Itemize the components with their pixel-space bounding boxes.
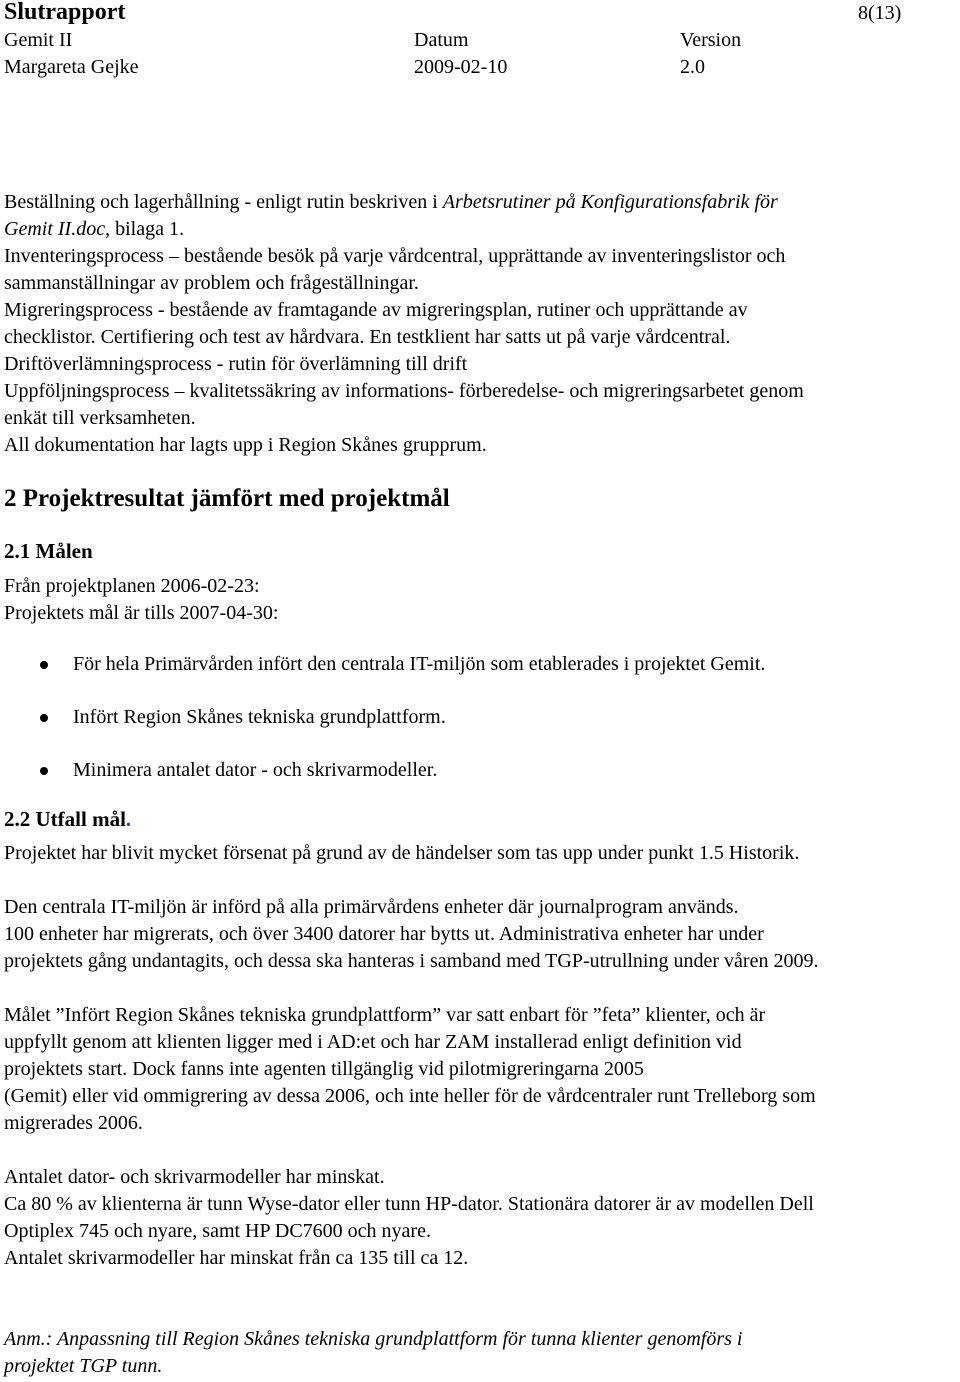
version-label: Version <box>680 29 742 51</box>
paragraph-line: Projektet har blivit mycket försenat på grund av de händelser som tas upp under punkt 1.5 Historik. <box>4 842 800 864</box>
process-line: sammanställningar av problem och frågeställningar. <box>4 272 419 294</box>
paragraph-line: (Gemit) eller vid ommigrering av dessa 2006, och inte heller för de vårdcentraler runt Trelleborg som <box>4 1085 816 1107</box>
date-label: Datum <box>414 29 469 51</box>
paragraph-line: migrerades 2006. <box>4 1112 143 1134</box>
process-line: checklistor. Certifiering och test av hårdvara. En testklient har satts ut på varje vårdcentral. <box>4 326 731 348</box>
paragraph-line: Målet ”Infört Region Skånes tekniska grundplattform” var satt enbart för ”feta” klienter, och är <box>4 1004 766 1026</box>
paragraph-line: Ca 80 % av klienterna är tunn Wyse-dator eller tunn HP-dator. Stationära datorer är av modellen Dell <box>4 1193 814 1215</box>
process-line: Inventeringsprocess – bestående besök på varje vårdcentral, upprättande av inventeringslistor och <box>4 245 786 267</box>
process-line <box>4 216 184 243</box>
goal-item: För hela Primärvården infört den centrala IT-miljön som etablerades i projektet Gemit. <box>73 653 766 675</box>
subsection-heading <box>4 806 131 833</box>
paragraph-line: Den centrala IT-miljön är införd på alla primärvårdens enheter där journalprogram används. <box>4 896 739 918</box>
paragraph: Projektets mål är tills 2007-04-30: <box>4 602 279 624</box>
paragraph-line: Antalet skrivarmodeller har minskat från ca 135 till ca 12. <box>4 1247 469 1269</box>
process-line: Uppföljningsprocess – kvalitetssäkring av informations- förberedelse- och migreringsarbetet genom <box>4 380 804 402</box>
paragraph-line: Optiplex 745 och nyare, samt HP DC7600 och nyare. <box>4 1220 431 1242</box>
bullet-icon <box>40 714 48 722</box>
note-text: projektet TGP tunn. <box>4 1355 163 1377</box>
section-heading: 2 Projektresultat jämfört med projektmål <box>4 485 450 512</box>
note-line <box>4 1353 162 1380</box>
author: Margareta Gejke <box>4 56 139 78</box>
bullet-icon <box>40 661 48 669</box>
goal-item: Infört Region Skånes tekniska grundplattform. <box>73 706 446 728</box>
process-text: Beställning och lagerhållning - enligt rutin beskriven i <box>4 191 443 213</box>
paragraph-line: projektets gång undantagits, och dessa ska hanteras i samband med TGP-utrullning under våren 2009. <box>4 950 819 972</box>
paragraph: Från projektplanen 2006-02-23: <box>4 575 260 597</box>
doc-reference: Arbetsrutiner på Konfigurationsfabrik för <box>442 191 778 213</box>
document-title: Slutrapport <box>4 0 126 25</box>
project-name: Gemit II <box>4 29 73 51</box>
paragraph-line: projektets start. Dock fanns inte agenten tillgänglig vid pilotmigreringarna 2005 <box>4 1058 644 1080</box>
paragraph-line: Antalet dator- och skrivarmodeller har minskat. <box>4 1166 385 1188</box>
goal-item: Minimera antalet dator - och skrivarmodeller. <box>73 759 438 781</box>
version-value: 2.0 <box>680 56 705 78</box>
paragraph-line: 100 enheter har migrerats, och över 3400 datorer har bytts ut. Administrativa enheter har under <box>4 923 764 945</box>
subsection-heading-text: 2.2 Utfall mål <box>4 807 126 831</box>
paragraph-line: uppfyllt genom att klienten ligger med i AD:et och har ZAM installerad enligt definition vid <box>4 1031 742 1053</box>
note-text: Anm.: Anpassning till Region Skånes tekniska grundplattform för tunna klienter genomförs i <box>4 1328 743 1350</box>
process-line <box>4 189 778 216</box>
process-text: , bilaga 1. <box>105 218 184 240</box>
heading-dot: . <box>125 807 132 831</box>
subsection-heading: 2.1 Målen <box>4 539 93 563</box>
bullet-icon <box>40 767 48 775</box>
note-line <box>4 1326 742 1353</box>
process-line: All dokumentation har lagts upp i Region Skånes grupprum. <box>4 434 487 456</box>
date-value: 2009-02-10 <box>414 56 508 78</box>
doc-reference: Gemit II.doc <box>4 218 106 240</box>
process-line: Driftöverlämningsprocess - rutin för överlämning till drift <box>4 353 468 375</box>
process-line: Migreringsprocess - bestående av framtagande av migreringsplan, rutiner och upprättande av <box>4 299 748 321</box>
process-line: enkät till verksamheten. <box>4 407 196 429</box>
page-number: 8(13) <box>858 2 902 24</box>
